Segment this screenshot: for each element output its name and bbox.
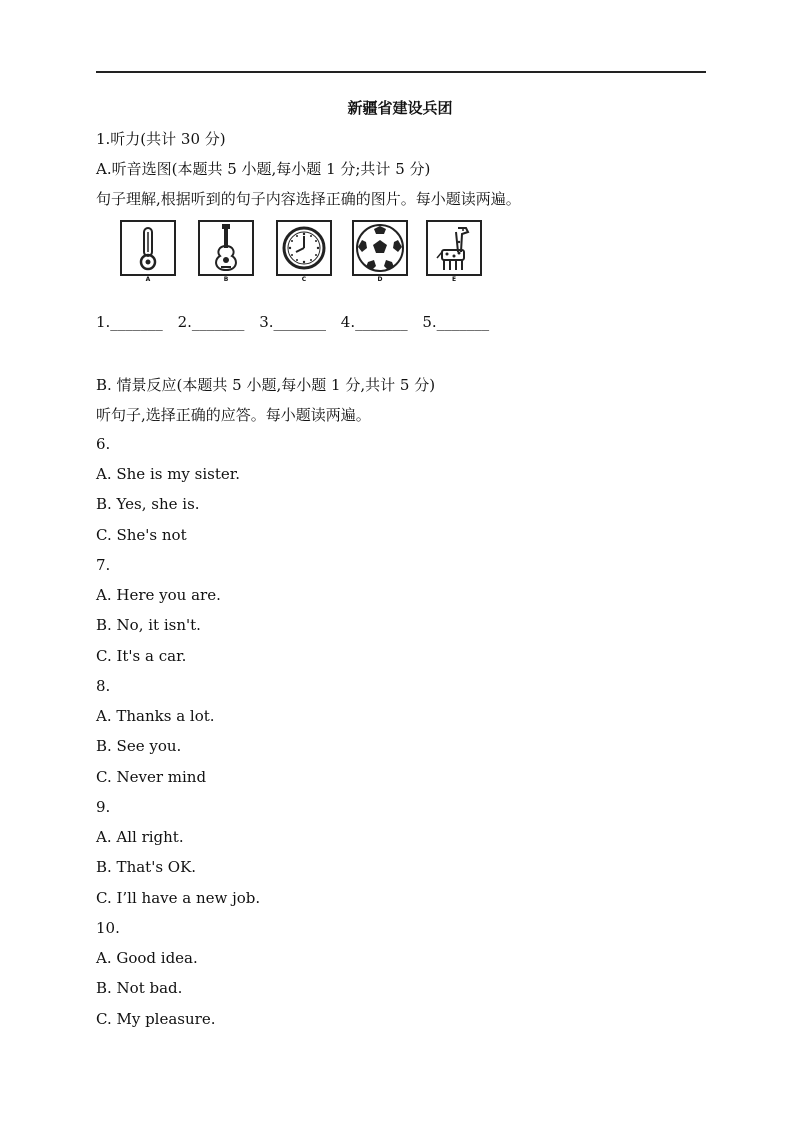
picture-d	[352, 220, 408, 290]
question-option: A. Thanks a lot.	[96, 707, 215, 725]
question-number: 10.	[96, 919, 120, 937]
question-number: 7.	[96, 556, 111, 574]
question-option: B. That's OK.	[96, 858, 197, 876]
picture-c	[276, 220, 332, 290]
question-option: A. Good idea.	[96, 949, 198, 967]
key-icon	[122, 222, 174, 274]
picture-label: E	[451, 276, 457, 283]
giraffe-icon	[428, 222, 480, 274]
header-rule	[96, 71, 706, 73]
part-b-heading: B. 情景反应(本题共 5 小题,每小题 1 分,共计 5 分)	[96, 376, 436, 394]
section-heading: 1.听力(共计 30 分)	[96, 130, 226, 148]
picture-e	[426, 220, 482, 290]
picture-b	[198, 220, 254, 290]
question-option: C. Never mind	[96, 768, 207, 786]
answer-blank-3[interactable]: 3._______	[259, 313, 326, 331]
question-number: 8.	[96, 677, 111, 695]
picture-label: C	[301, 276, 307, 283]
picture-a	[120, 220, 176, 290]
picture-label: A	[145, 276, 151, 283]
question-option: C. I’ll have a new job.	[96, 889, 261, 907]
part-a-instruction: 句子理解,根据听到的句子内容选择正确的图片。每小题读两遍。	[96, 190, 521, 208]
picture-options	[120, 220, 490, 290]
question-option: C. My pleasure.	[96, 1010, 216, 1028]
answer-blank-1[interactable]: 1._______	[96, 313, 163, 331]
clock-icon	[278, 222, 330, 274]
page-title: 新疆省建设兵团	[347, 99, 453, 117]
question-option: B. Yes, she is.	[96, 495, 200, 513]
soccer-ball-icon	[354, 222, 406, 274]
answer-blanks	[96, 313, 499, 331]
question-option: A. Here you are.	[96, 586, 221, 604]
question-option: C. It's a car.	[96, 647, 187, 665]
answer-blank-4[interactable]: 4._______	[340, 313, 408, 331]
picture-label: D	[377, 276, 383, 283]
part-a-heading: A.听音选图(本题共 5 小题,每小题 1 分;共计 5 分)	[96, 160, 431, 178]
question-option: A. All right.	[96, 828, 184, 846]
question-option: B. No, it isn't.	[96, 616, 201, 634]
answer-blank-2[interactable]: 2._______	[177, 313, 245, 331]
answer-blank-5[interactable]: 5._______	[422, 313, 490, 331]
part-b-instruction: 听句子,选择正确的应答。每小题读两遍。	[96, 406, 371, 424]
question-number: 6.	[96, 435, 111, 453]
picture-label: B	[223, 276, 229, 283]
guitar-icon	[200, 222, 252, 274]
question-number: 9.	[96, 798, 111, 816]
question-option: C. She's not	[96, 526, 187, 544]
question-option: B. See you.	[96, 737, 182, 755]
question-option: B. Not bad.	[96, 979, 183, 997]
question-option: A. She is my sister.	[96, 465, 241, 483]
